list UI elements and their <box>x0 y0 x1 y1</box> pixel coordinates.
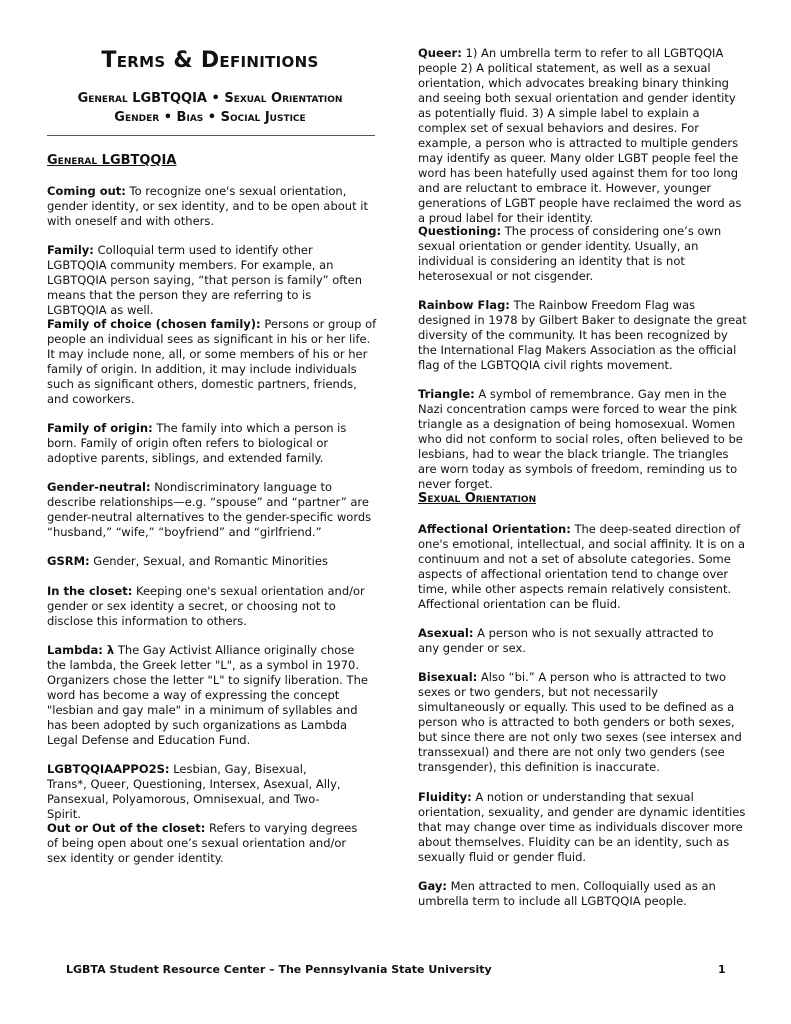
definition-text: Lesbian, Gay, Bisexual, Trans*, Queer, Questioning, Intersex, Asexual, Ally, Pansexual, Polyamorous, Omnisexual, and Two-Spirit. <box>47 762 341 821</box>
page-subtitle-line1: General LGBTQQIA • Sexual Orientation <box>77 91 343 106</box>
definition-term: Bisexual: <box>418 670 478 684</box>
definition-text: Refers to varying degrees of being open about one’s sexual orientation and/or sex identity or gender identity. <box>47 821 358 865</box>
definition-term: Triangle: <box>418 387 475 401</box>
definition-text: Persons or group of people an individual sees as significant in his or her life. It may include none, all, or some members of his or her family of origin. In addition, it may include individuals such as significant others, domestic partners, friends, and coworkers. <box>47 317 377 406</box>
definition-entry <box>47 421 369 466</box>
definition-term: GSRM: <box>47 554 90 568</box>
definition-entry <box>418 522 748 612</box>
definition-entry <box>47 184 377 229</box>
definition-entry <box>418 879 728 909</box>
definition-entry <box>47 243 367 318</box>
definition-text: Gender, Sexual, and Romantic Minorities <box>93 554 328 568</box>
definition-text: To recognize one's sexual orientation, gender identity, or sex identity, and to be open about it with oneself and with others. <box>47 184 368 228</box>
definition-text: The deep-seated direction of one's emotional, intellectual, and social affinity. It is on a continuum and not a set of absolute categories. Some aspects of affectional orientation tend to change over time, while other aspects remain relatively consistent. Affectional orientation can be fluid. <box>418 522 746 611</box>
definition-text: The Gay Activist Alliance originally chose the lambda, the Greek letter "L", as a symbol in 1970. Organizers chose the letter "L" to signify liberation. The word has become a way of expressing the concept "lesbian and gay male" in a minimum of syllables and has been adopted by such organizations as Lambda Legal Defense and Education Fund. <box>47 643 368 747</box>
definition-text: Also “bi.” A person who is attracted to two sexes or two genders, but not necessarily simultaneously or equally. This used to be defined as a person who is attracted to both genders or both sexes, but since there are not only two sexes (see intersex and transsexual) and there are not only two genders (see transgender), this definition is inaccurate. <box>418 670 742 774</box>
definition-term: Asexual: <box>418 626 474 640</box>
definition-entry <box>418 387 748 492</box>
definition-term: Out or Out of the closet: <box>47 821 206 835</box>
definition-term: Gender-neutral: <box>47 480 151 494</box>
page-number: 1 <box>718 963 726 976</box>
definition-text: A notion or understanding that sexual orientation, sexuality, and gender are dynamic identities that may change over time as individuals discover more about themselves. Fluidity can be an identity, such as sexually fluid or gender fluid. <box>418 790 746 864</box>
header-divider <box>47 135 375 136</box>
footer-text: LGBTA Student Resource Center – The Pennsylvania State University <box>66 963 492 976</box>
definition-term: Gay: <box>418 879 447 893</box>
definition-text: Keeping one's sexual orientation and/or gender or sex identity a secret, or choosing not to disclose this information to others. <box>47 584 365 628</box>
definition-text: The family into which a person is born. Family of origin often refers to biological or adoptive parents, siblings, and extended family. <box>47 421 347 465</box>
definition-text: The Rainbow Freedom Flag was designed in 1978 by Gilbert Baker to designate the great diversity of the community. It has been recognized by the International Flag Makers Association as the official flag of the LGBTQQIA civil rights movement. <box>418 298 747 372</box>
definition-term: Coming out: <box>47 184 126 198</box>
definition-entry <box>418 46 748 226</box>
definition-entry <box>47 317 377 407</box>
definition-entry <box>47 584 367 629</box>
definition-text: Men attracted to men. Colloquially used as an umbrella term to include all LGBTQQIA people. <box>418 879 716 908</box>
definition-term: LGBTQQIAAPPO2S: <box>47 762 170 776</box>
definition-term: Queer: <box>418 46 462 60</box>
definition-entry <box>47 643 373 748</box>
definition-text: Nondiscriminatory language to describe relationships—e.g. “spouse” and “partner” are gender-neutral alternatives to the gender-specific words “husband,” “wife,” “boyfriend” and “girlfriend.” <box>47 480 372 539</box>
page-title: Terms & Definitions <box>101 48 319 73</box>
definition-entry <box>47 480 377 540</box>
definition-term: Fluidity: <box>418 790 472 804</box>
definition-entry <box>47 821 365 866</box>
definition-term: Questioning: <box>418 224 502 238</box>
page-subtitle-line2: Gender • Bias • Social Justice <box>114 110 306 125</box>
definition-entry <box>418 790 748 865</box>
definition-entry <box>418 626 738 656</box>
definition-term: Rainbow Flag: <box>418 298 510 312</box>
definition-term: Lambda: λ <box>47 643 115 657</box>
definition-entry <box>418 224 748 284</box>
definition-text: A symbol of remembrance. Gay men in the Nazi concentration camps were forced to wear the pink triangle as a designation of being homosexual. Women who did not conform to social roles, often believed to be lesbians, had to wear the black triangle. The triangles are worn today as symbols of freedom, reminding us to never forget. <box>418 387 743 491</box>
definition-text: The process of considering one’s own sexual orientation or gender identity. Usually, an individual is considering an identity that is not heterosexual or not cisgender. <box>418 224 722 283</box>
definition-entry <box>418 670 748 775</box>
definition-text: A person who is not sexually attracted to any gender or sex. <box>418 626 714 655</box>
definition-text: Colloquial term used to identify other LGBTQQIA community members. For example, an LGBTQQIA person saying, “that person is family” often means that the person they are referring to is LGBTQQIA as well. <box>47 243 363 317</box>
definition-term: Family: <box>47 243 94 257</box>
definition-text: 1) An umbrella term to refer to all LGBTQQIA people 2) A political statement, as well as a sexual orientation, which advocates breaking binary thinking and seeing both sexual orientation and gender identity as potentially fluid. 3) A simple label to explain a complex set of sexual behaviors and desires. For example, a person who is attracted to multiple genders may identify as queer. Many older LGBT people feel the word has been hatefully used against them for too long and are reluctant to embrace it. However, younger generations of LGBT people have reclaimed the word as a proud label for their identity. <box>418 46 742 225</box>
definition-entry <box>418 298 748 373</box>
section-heading-general: General LGBTQQIA <box>47 153 177 168</box>
definition-term: Affectional Orientation: <box>418 522 571 536</box>
section-heading-sexual-orientation: Sexual Orientation <box>418 491 537 506</box>
definition-entry <box>47 554 377 569</box>
definition-term: In the closet: <box>47 584 133 598</box>
definition-term: Family of choice (chosen family): <box>47 317 261 331</box>
definition-term: Family of origin: <box>47 421 153 435</box>
definition-entry <box>47 762 347 822</box>
